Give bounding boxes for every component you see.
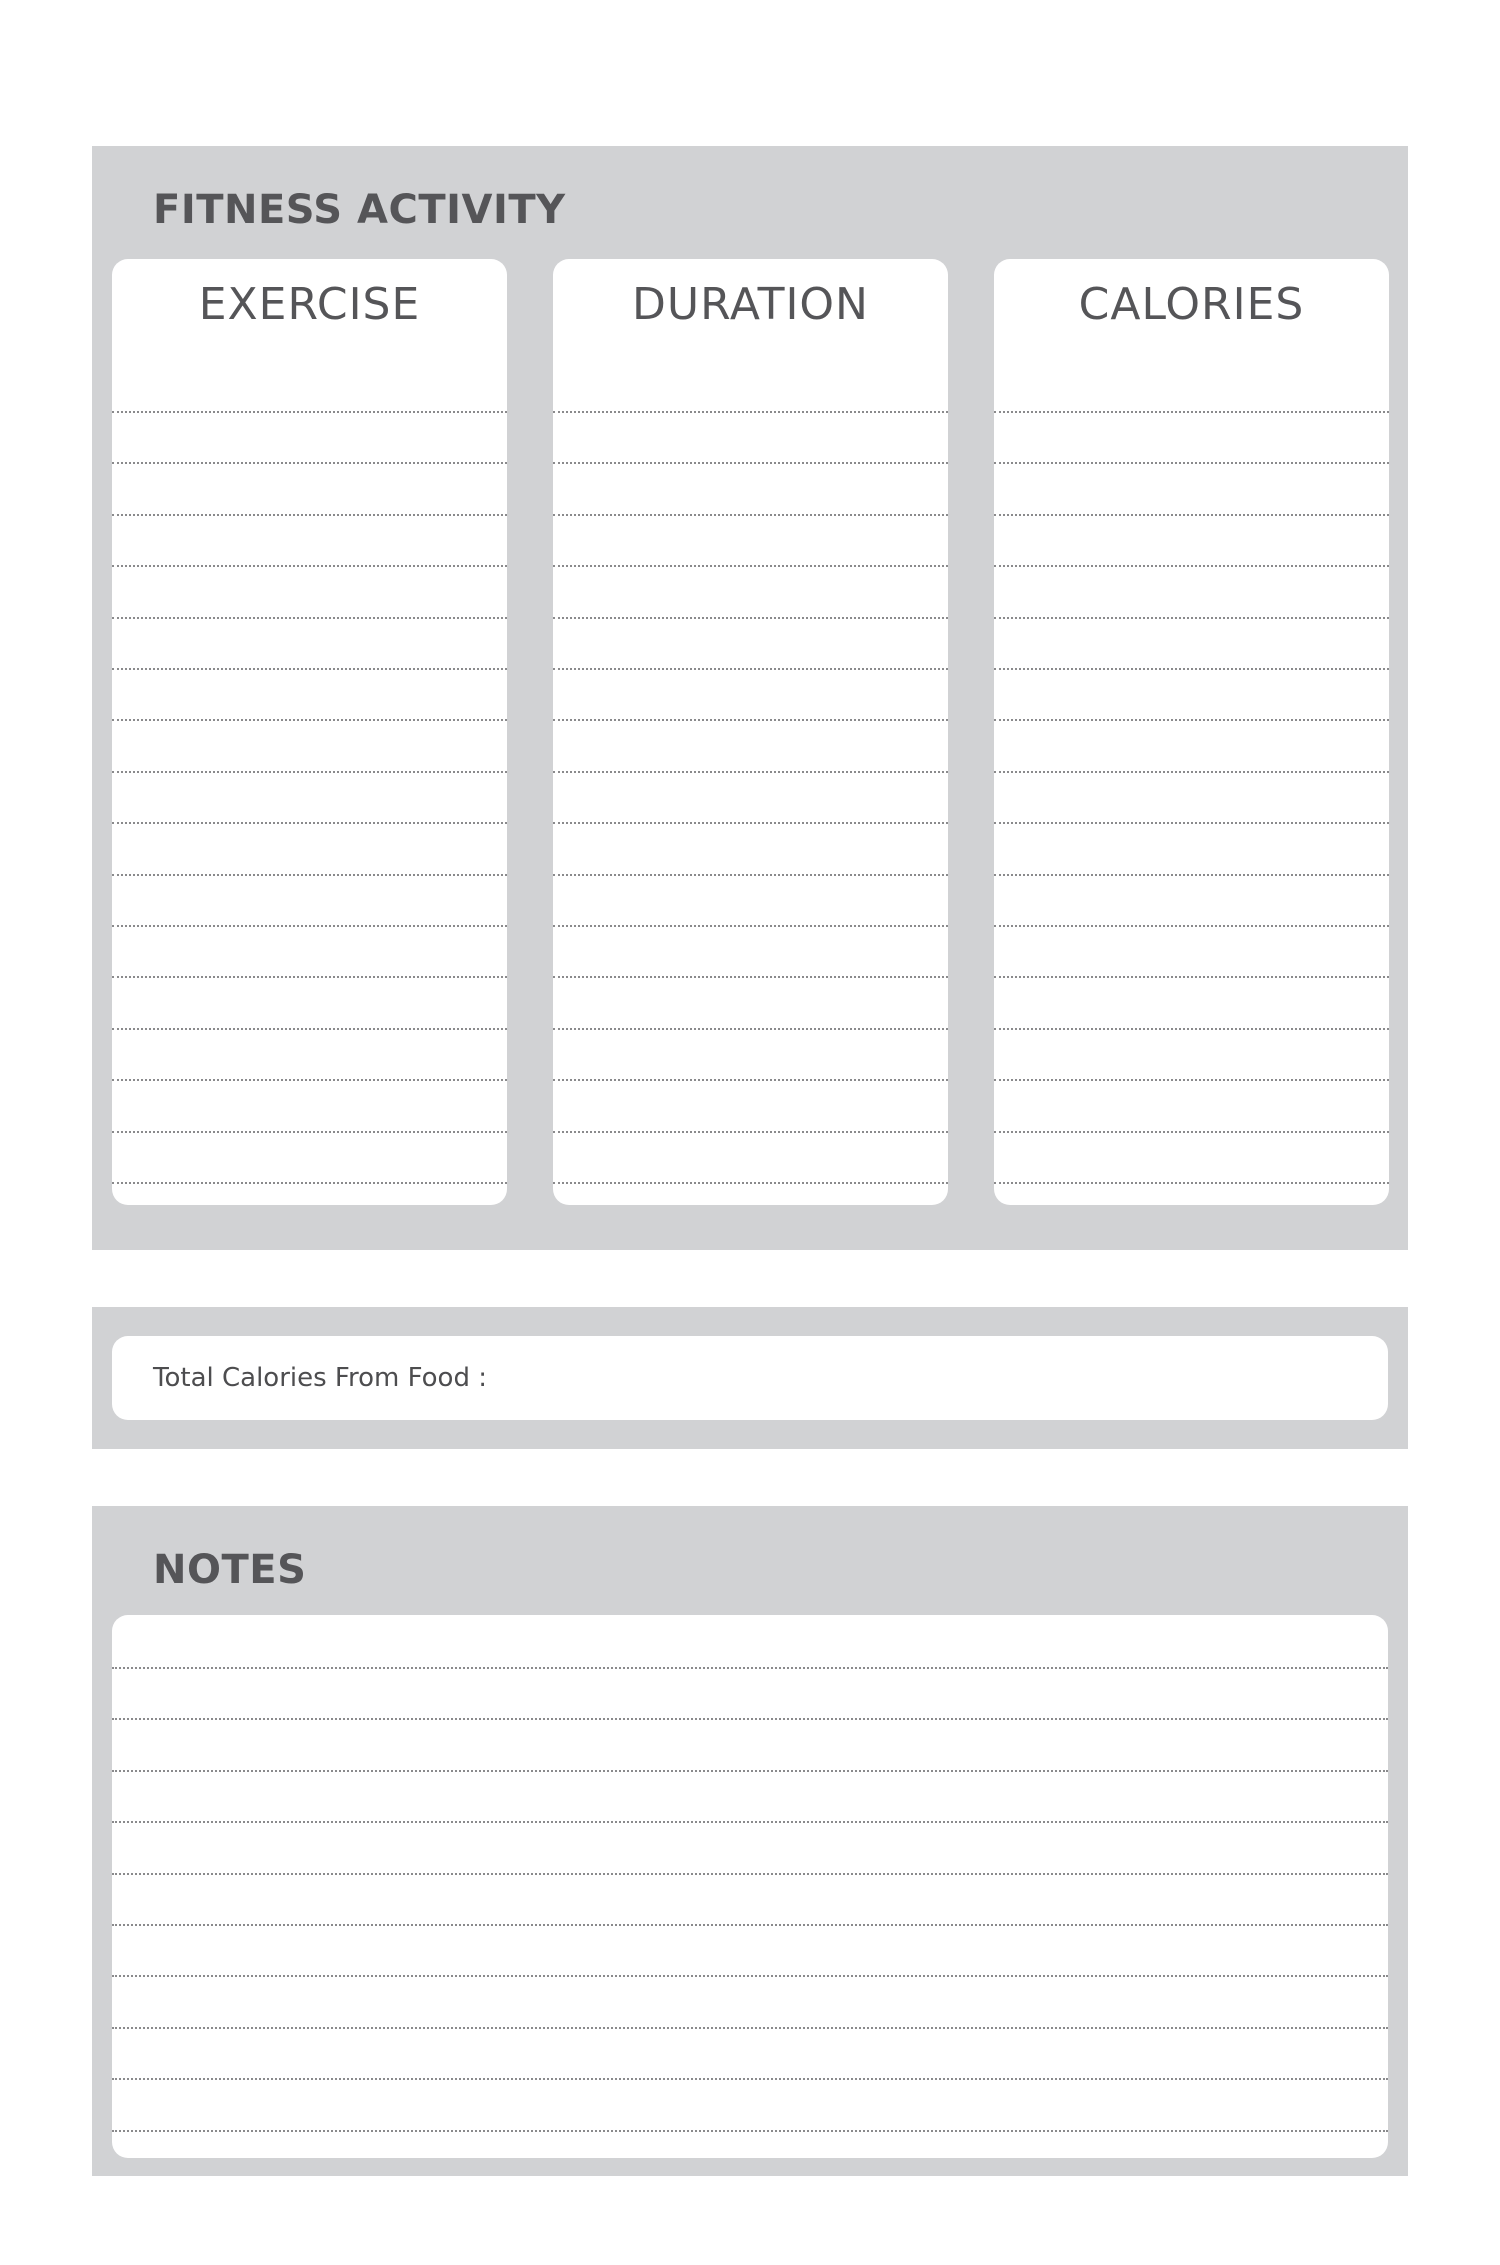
dotted-line <box>112 1975 1388 1977</box>
dotted-line <box>994 1028 1389 1030</box>
dotted-line <box>994 668 1389 670</box>
exercise-column <box>112 259 507 1205</box>
dotted-line <box>112 411 507 413</box>
exercise-header: EXERCISE <box>198 279 421 330</box>
dotted-line <box>553 514 948 516</box>
total-calories-label: Total Calories From Food : <box>153 1363 487 1393</box>
dotted-line <box>994 1182 1389 1184</box>
dotted-line <box>553 719 948 721</box>
dotted-line <box>112 771 507 773</box>
fitness-activity-section <box>92 146 1408 1250</box>
dotted-line <box>553 617 948 619</box>
dotted-line <box>553 822 948 824</box>
dotted-line <box>994 822 1389 824</box>
dotted-line <box>112 1873 1388 1875</box>
total-calories-section <box>92 1307 1408 1449</box>
dotted-line <box>112 1667 1388 1669</box>
notes-title: NOTES <box>153 1547 307 1593</box>
notes-section <box>92 1506 1408 2176</box>
dotted-line <box>553 771 948 773</box>
fitness-activity-title: FITNESS ACTIVITY <box>153 187 566 233</box>
dotted-line <box>112 874 507 876</box>
dotted-line <box>994 462 1389 464</box>
dotted-line <box>112 822 507 824</box>
dotted-line <box>994 1079 1389 1081</box>
dotted-line <box>112 514 507 516</box>
dotted-line <box>112 1079 507 1081</box>
dotted-line <box>994 411 1389 413</box>
dotted-line <box>112 1131 507 1133</box>
dotted-line <box>112 1028 507 1030</box>
dotted-line <box>112 976 507 978</box>
dotted-line <box>112 1821 1388 1823</box>
dotted-line <box>994 514 1389 516</box>
duration-header: DURATION <box>632 279 869 330</box>
dotted-line <box>553 462 948 464</box>
duration-column <box>553 259 948 1205</box>
dotted-line <box>112 1182 507 1184</box>
dotted-line <box>994 976 1389 978</box>
dotted-line <box>112 617 507 619</box>
calories-column <box>994 259 1389 1205</box>
dotted-line <box>112 925 507 927</box>
dotted-line <box>994 719 1389 721</box>
dotted-line <box>553 1131 948 1133</box>
dotted-line <box>553 411 948 413</box>
dotted-line <box>112 2027 1388 2029</box>
dotted-line <box>553 1028 948 1030</box>
dotted-line <box>994 565 1389 567</box>
dotted-line <box>112 2130 1388 2132</box>
dotted-line <box>112 565 507 567</box>
dotted-line <box>994 925 1389 927</box>
dotted-line <box>994 771 1389 773</box>
dotted-line <box>553 976 948 978</box>
total-calories-field[interactable] <box>112 1336 1388 1420</box>
dotted-line <box>553 874 948 876</box>
dotted-line <box>112 462 507 464</box>
dotted-line <box>553 1182 948 1184</box>
dotted-line <box>994 874 1389 876</box>
calories-header: CALORIES <box>1078 279 1305 330</box>
dotted-line <box>553 565 948 567</box>
dotted-line <box>553 668 948 670</box>
notes-area[interactable] <box>112 1615 1388 2158</box>
dotted-line <box>553 1079 948 1081</box>
dotted-line <box>553 925 948 927</box>
dotted-line <box>112 1924 1388 1926</box>
dotted-line <box>112 2078 1388 2080</box>
dotted-line <box>994 1131 1389 1133</box>
dotted-line <box>994 617 1389 619</box>
dotted-line <box>112 668 507 670</box>
dotted-line <box>112 1718 1388 1720</box>
dotted-line <box>112 1770 1388 1772</box>
dotted-line <box>112 719 507 721</box>
